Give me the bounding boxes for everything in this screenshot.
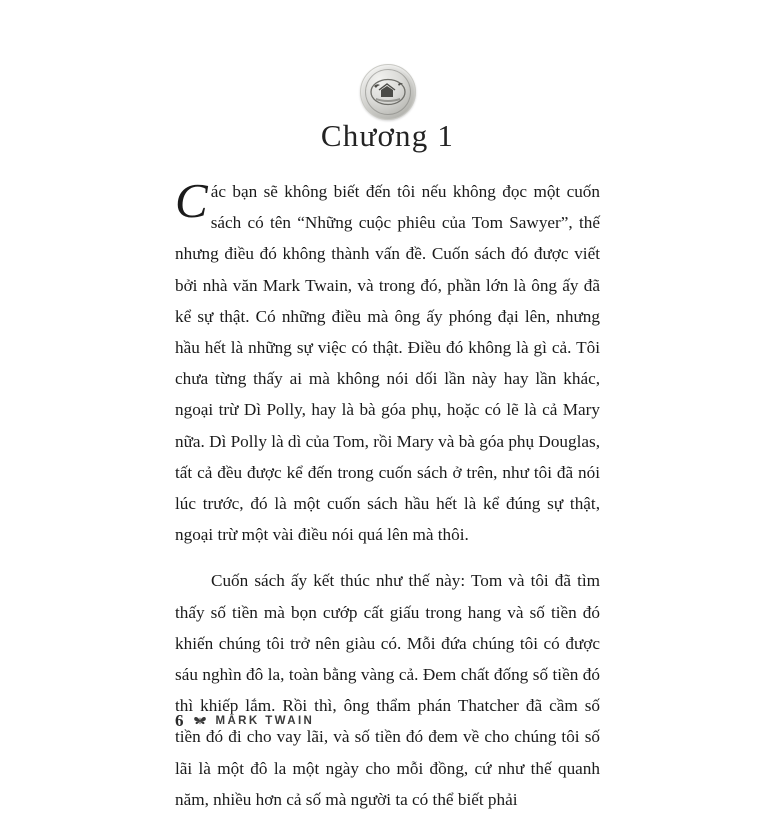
- drop-cap: C: [175, 173, 208, 228]
- oval-medallion-emblem-icon: [360, 64, 416, 120]
- butterfly-ornament-icon: [193, 715, 207, 727]
- paragraph-1-text: ác bạn sẽ không biết đến tôi nếu không đọc một cuốn sách có tên “Những cuộc phiêu của Tom Sawyer”, thế nhưng điều đó không thành vấn đề. Cuốn sách đó được viết bởi nhà văn Mark Twain, và trong đó, phần lớn là ông ấy đã kể sự thật. Có những điều mà ông ấy phóng đại lên, nhưng hầu hết là những sự việc có thật. Điều đó không là gì cả. Tôi chưa từng thấy ai mà không nói dối lần này hay lần khác, ngoại trừ Dì Polly, hay là bà góa phụ, hoặc có lẽ là cả Mary nữa. Dì Polly là dì của Tom, rồi Mary và bà góa phụ Douglas, tất cả đều được kể đến trong cuốn sách ở trên, như tôi đã nói lúc trước, đó là một cuốn sách hầu hết là kể đúng sự thật, ngoại trừ một vài điều nói quá lên mà thôi.: [175, 182, 600, 545]
- page-footer: [175, 711, 314, 731]
- running-head: MARK TWAIN: [215, 715, 315, 727]
- paragraph-1: [175, 173, 600, 550]
- chapter-ornament: [0, 64, 775, 120]
- paragraph-2: Cuốn sách ấy kết thúc như thế này: Tom và tôi đã tìm thấy số tiền mà bọn cướp cất giấu trong hang và số tiền đó khiến chúng tôi trở nên giàu có. Mỗi đứa chúng tôi có được sáu nghìn đô la, toàn bằng vàng cả. Đem chất đống số tiền đó thì khiếp lắm. Rồi thì, ông thẩm phán Thatcher đã cầm số tiền đó đi cho vay lãi, và số tiền đó đem về cho chúng tôi số lãi là một đô la một ngày cho mỗi đồng, cứ như thế quanh năm, nhiều hơn cả số mà người ta có thể biết phải: [175, 571, 600, 809]
- page-number: 6: [175, 711, 184, 730]
- chapter-title: Chương 1: [320, 118, 455, 153]
